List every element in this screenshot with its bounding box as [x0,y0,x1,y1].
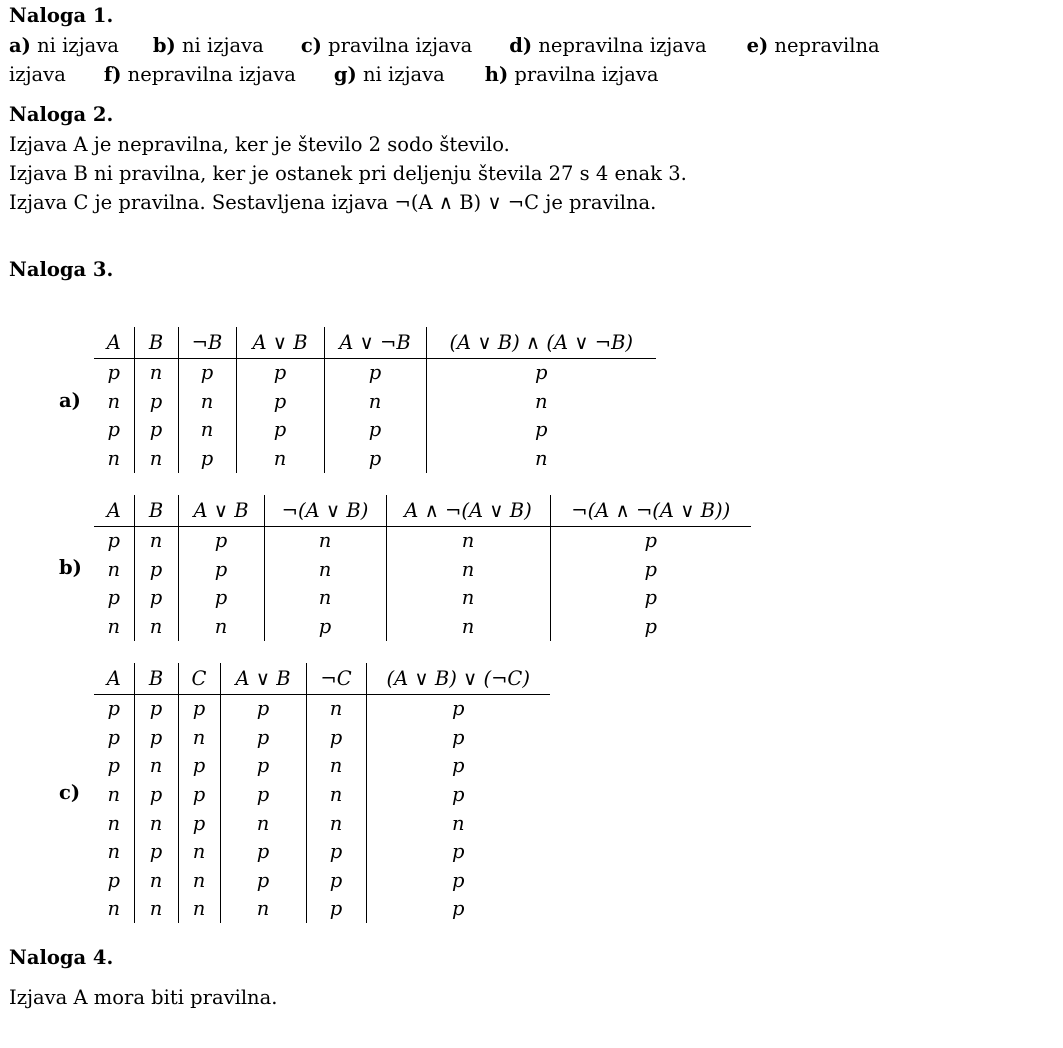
table-cell: n [220,895,306,924]
table-cell: p [324,358,426,387]
table-cell: p [178,358,236,387]
table-cell: p [426,358,656,387]
column-header: B [134,495,178,526]
table-cell: n [134,358,178,387]
table-cell: n [107,897,121,921]
table-cell: n [386,612,550,641]
table-cell: n [236,444,324,473]
table-cell: n [264,526,386,555]
table-cell: n [134,752,178,781]
truth-table-a [94,327,656,473]
table-cell: p [220,723,306,752]
truth-table-b [94,495,751,641]
table-cell: n [178,895,220,924]
table-cell: p [366,895,550,924]
table-cell: n [264,584,386,613]
table-cell: p [324,416,426,445]
table-cell: n [220,809,306,838]
table-row [94,612,751,641]
table-row [94,866,550,895]
column-header: ¬B [178,327,236,358]
column-header: ¬(A ∧ ¬(A ∨ B)) [550,495,751,526]
table-row [94,526,751,555]
table-cell: p [236,387,324,416]
table-cell: p [220,837,306,866]
table-cell: n [178,612,264,641]
column-header: C [178,663,220,694]
answer-h: h) pravilna izjava [484,63,659,86]
table-row [94,444,656,473]
table-cell: n [306,780,366,809]
table-cell: p [134,584,178,613]
table-cell: p [550,612,751,641]
table-cell: n [426,387,656,416]
table-cell: n [178,866,220,895]
task4-title: Naloga 4. [9,946,114,969]
table-cell: n [426,444,656,473]
column-header: B [134,663,178,694]
table-cell: n [178,723,220,752]
column-header: A ∨ B [220,663,306,694]
table-cell: p [107,725,120,749]
table-cell: n [178,837,220,866]
table-cell: n [107,811,121,835]
table-cell: n [107,615,121,639]
table-cell: p [236,358,324,387]
table-cell: p [550,526,751,555]
table-c-label: c) [59,781,81,804]
table-row [94,895,550,924]
table-cell: n [306,752,366,781]
column-header: (A ∨ B) ∧ (A ∨ ¬B) [426,327,656,358]
table-cell: n [134,809,178,838]
table-row [94,752,550,781]
table-cell: n [134,612,178,641]
table-row [94,694,550,723]
column-header: ¬(A ∨ B) [264,495,386,526]
table-cell: p [306,837,366,866]
column-header: A [94,327,134,358]
table-cell: p [178,752,220,781]
column-header: A ∨ B [236,327,324,358]
table-cell: n [264,555,386,584]
column-header: A ∧ ¬(A ∨ B) [386,495,550,526]
table-cell: p [306,723,366,752]
task1-title: Naloga 1. [9,4,114,27]
table-header-row [94,327,656,358]
table-cell: p [236,416,324,445]
table-cell: n [107,840,121,864]
table-cell: p [107,754,120,778]
table-cell: p [178,809,220,838]
table-row [94,837,550,866]
table-cell: n [134,895,178,924]
table-cell: p [324,444,426,473]
answer-b: b) ni izjava [152,34,264,57]
table-cell: p [264,612,386,641]
table-cell: p [107,418,120,442]
table-cell: p [178,584,264,613]
answer-d: d) nepravilna izjava [509,34,707,57]
table-cell: p [107,697,120,721]
table-cell: p [550,555,751,584]
task1-line2 [9,60,659,89]
table-cell: p [426,416,656,445]
table-cell: p [134,387,178,416]
table-cell: p [366,694,550,723]
table-cell: p [220,752,306,781]
table-cell: n [107,783,121,807]
table-cell: p [107,529,120,553]
table-cell: p [220,694,306,723]
column-header: A ∨ ¬B [324,327,426,358]
table-cell: p [366,837,550,866]
task2-line: Izjava A je nepravilna, ker je število 2 sodo število. [9,133,510,156]
table-cell: n [107,557,121,581]
task3-title: Naloga 3. [9,258,114,281]
table-row [94,358,656,387]
table-row [94,723,550,752]
table-cell: n [386,526,550,555]
table-cell: n [366,809,550,838]
table-row [94,555,751,584]
column-header: (A ∨ B) ∨ (¬C) [366,663,550,694]
task2-title: Naloga 2. [9,103,114,126]
table-cell: n [386,555,550,584]
table-cell: n [306,694,366,723]
task2-line: Izjava B ni pravilna, ker je ostanek pri deljenju števila 27 s 4 enak 3. [9,162,687,185]
table-cell: p [134,555,178,584]
table-cell: n [134,444,178,473]
table-cell: n [178,416,236,445]
table-cell: p [178,526,264,555]
column-header: A [94,495,134,526]
answer-g: g) ni izjava [333,63,445,86]
column-header: A ∨ B [178,495,264,526]
table-cell: p [134,837,178,866]
table-cell: p [178,444,236,473]
table-cell: p [134,416,178,445]
column-header: ¬C [306,663,366,694]
table-cell: p [220,780,306,809]
answer-c: c) pravilna izjava [300,34,473,57]
table-cell: n [306,809,366,838]
table-header-row [94,663,550,694]
table-row [94,584,751,613]
table-header-row [94,495,751,526]
table-cell: p [220,866,306,895]
table-row [94,416,656,445]
table-cell: p [107,868,120,892]
table-cell: p [134,723,178,752]
table-cell: p [306,895,366,924]
table-cell: p [178,780,220,809]
column-header: A [94,663,134,694]
table-cell: p [107,586,120,610]
table-cell: n [178,387,236,416]
table-b-label: b) [59,556,82,579]
table-cell: n [324,387,426,416]
table-row [94,780,550,809]
table-cell: p [178,694,220,723]
table-cell: p [366,723,550,752]
task2-line: Izjava C je pravilna. Sestavljena izjava ¬(A ∧ B) ∨ ¬C je pravilna. [9,191,657,214]
table-cell: p [550,584,751,613]
table-cell: p [178,555,264,584]
task4-text: Izjava A mora biti pravilna. [9,986,278,1009]
table-cell: p [107,361,120,385]
table-cell: p [134,780,178,809]
answer-f: f) nepravilna izjava [103,63,296,86]
table-row [94,809,550,838]
table-a-label: a) [59,389,81,412]
table-cell: p [134,694,178,723]
table-cell: p [306,866,366,895]
table-cell: n [134,526,178,555]
table-cell: p [366,752,550,781]
table-row [94,387,656,416]
task1-line1 [9,31,880,60]
table-cell: n [386,584,550,613]
table-cell: n [107,447,121,471]
table-cell: p [366,780,550,809]
column-header: B [134,327,178,358]
table-cell: n [134,866,178,895]
truth-table-c [94,663,550,923]
table-cell: p [366,866,550,895]
table-cell: n [107,389,121,413]
answer-e: e) nepravilna [746,34,880,57]
answer-a: a) ni izjava [9,34,119,57]
answer-e-cont: izjava [9,63,66,86]
